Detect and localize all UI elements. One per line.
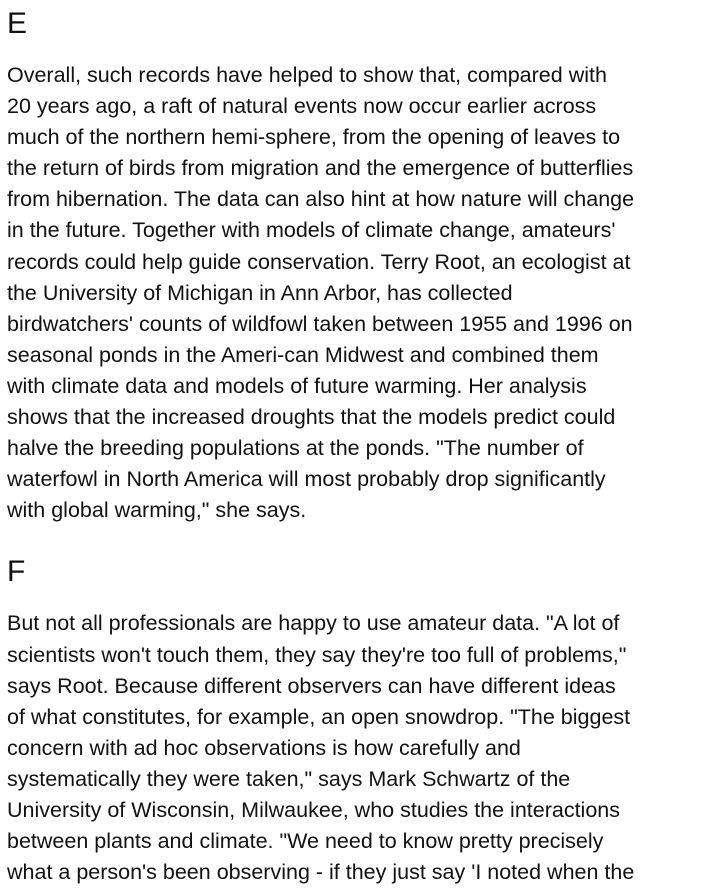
section-paragraph: But not all professionals are happy to use amateur data. "A lot of scientists won't touch them, they say they're too full of problems," says Root. Because different observers can have different ideas of what constitutes, for example, an open snowdrop. "The biggest concern with ad hoc observations is how carefully and systematically they were taken," says Mark Schwartz of the University of Wisconsin, Milwaukee, who studies the interactions between plants and climate. "We need to know pretty precisely what a person's been observing - if they just say 'I noted when the xyxy=(7,611,635,885)
section-heading: E xyxy=(7,7,28,40)
section-f xyxy=(7,554,699,888)
section-heading: F xyxy=(7,555,26,589)
section-paragraph: Overall, such records have helped to show that, compared with 20 years ago, a raft of natural events now occur earlier across much of the northern hemi-sphere, from the opening of leaves to the return of birds from migration and the emergence of butterflies from hibernation. The data can also hint at how nature will change in the future. Together with models of climate change, amateurs' records could help guide conservation. Terry Root, an ecologist at the University of Michigan in Ann Arbor, has collected birdwatchers' counts of wildfowl taken between 1955 and 1996 on seasonal ponds in the Ameri-can Midwest and combined them with climate data and models of future warming. Her analysis shows that the increased droughts that the models predict could halve the breeding populations at the ponds. "The number of waterfowl in North America will most probably drop significantly with global warming," she says. xyxy=(7,63,635,523)
section-e xyxy=(7,6,699,526)
